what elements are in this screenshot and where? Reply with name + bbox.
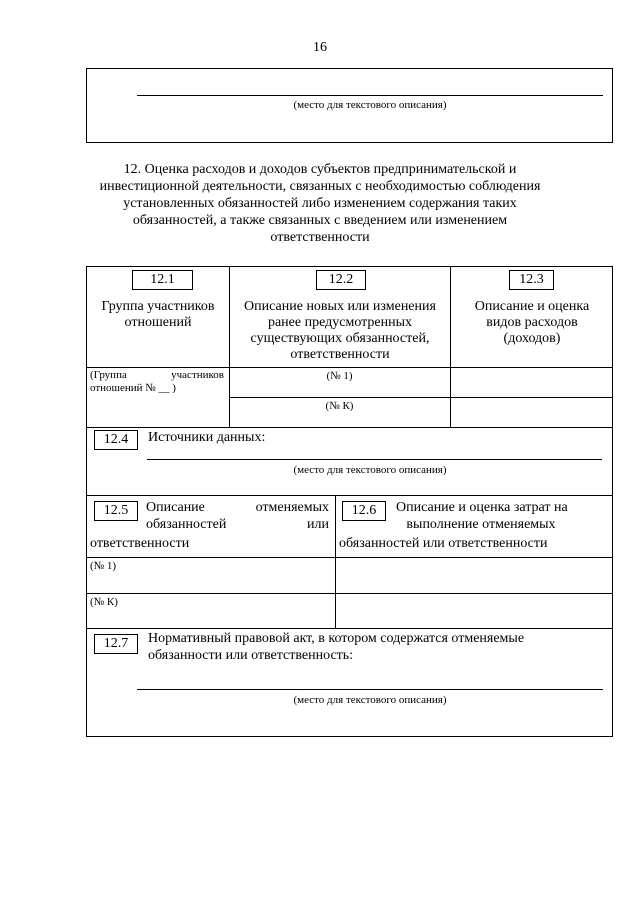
- table-divider: [86, 628, 613, 629]
- field-number-12-6: 12.6: [342, 501, 386, 521]
- field-number-12-3: 12.3: [509, 270, 554, 290]
- top-text-line: [137, 95, 603, 96]
- field-number-12-5: 12.5: [94, 501, 138, 521]
- cancel-row-number-1: (№ 1): [90, 560, 117, 572]
- sources-caption: (место для текстового описания): [293, 464, 447, 476]
- field-number-12-1: 12.1: [132, 270, 193, 290]
- column-header-group: Группа участников отношений: [101, 299, 215, 330]
- field-number-12-7: 12.7: [94, 634, 138, 654]
- table-divider: [450, 266, 451, 427]
- table-divider: [86, 593, 613, 594]
- table-divider: [229, 397, 613, 398]
- section-title-line: инвестиционной деятельности, связанных с необходимостью соблюдения: [99, 179, 541, 194]
- section-title-line: установленных обязанностей либо изменением содержания таких: [123, 196, 517, 211]
- section-title-line: обязанностей, а также связанных с введением или изменением: [132, 213, 508, 228]
- page-number: 16: [313, 40, 327, 55]
- cancel-row-number-k: (№ К): [90, 596, 118, 608]
- table-divider: [86, 367, 613, 368]
- row-number-1: (№ 1): [326, 370, 353, 382]
- section-title-line: 12. Оценка расходов и доходов субъектов предпринимательской и: [123, 162, 517, 177]
- legal-act-label: Нормативный правовой акт, в котором содержатся отменяемые обязанности или ответственность:: [148, 631, 525, 663]
- column-header-costs: Описание и оценка видов расходов (доходов): [474, 299, 590, 346]
- sources-label: Источники данных:: [148, 430, 266, 445]
- table-divider: [86, 557, 613, 558]
- table-divider: [335, 495, 336, 628]
- table-divider: [86, 427, 613, 428]
- column-header-description: Описание новых или изменения ранее предусмотренных существующих обязанностей, ответственности: [244, 299, 436, 362]
- legal-act-line: [137, 689, 603, 690]
- table-divider: [86, 495, 613, 496]
- legal-act-caption: (место для текстового описания): [293, 694, 447, 706]
- section-title: [90, 161, 550, 246]
- sources-line: [147, 459, 602, 460]
- top-text-caption: (место для текстового описания): [293, 99, 447, 111]
- field-number-12-4: 12.4: [94, 430, 138, 450]
- row-number-k: (№ К): [325, 400, 354, 412]
- field-number-12-2: 12.2: [316, 270, 366, 290]
- section-title-line: ответственности: [270, 230, 370, 245]
- group-cell: (Группа участников отношений № __ ): [90, 369, 224, 394]
